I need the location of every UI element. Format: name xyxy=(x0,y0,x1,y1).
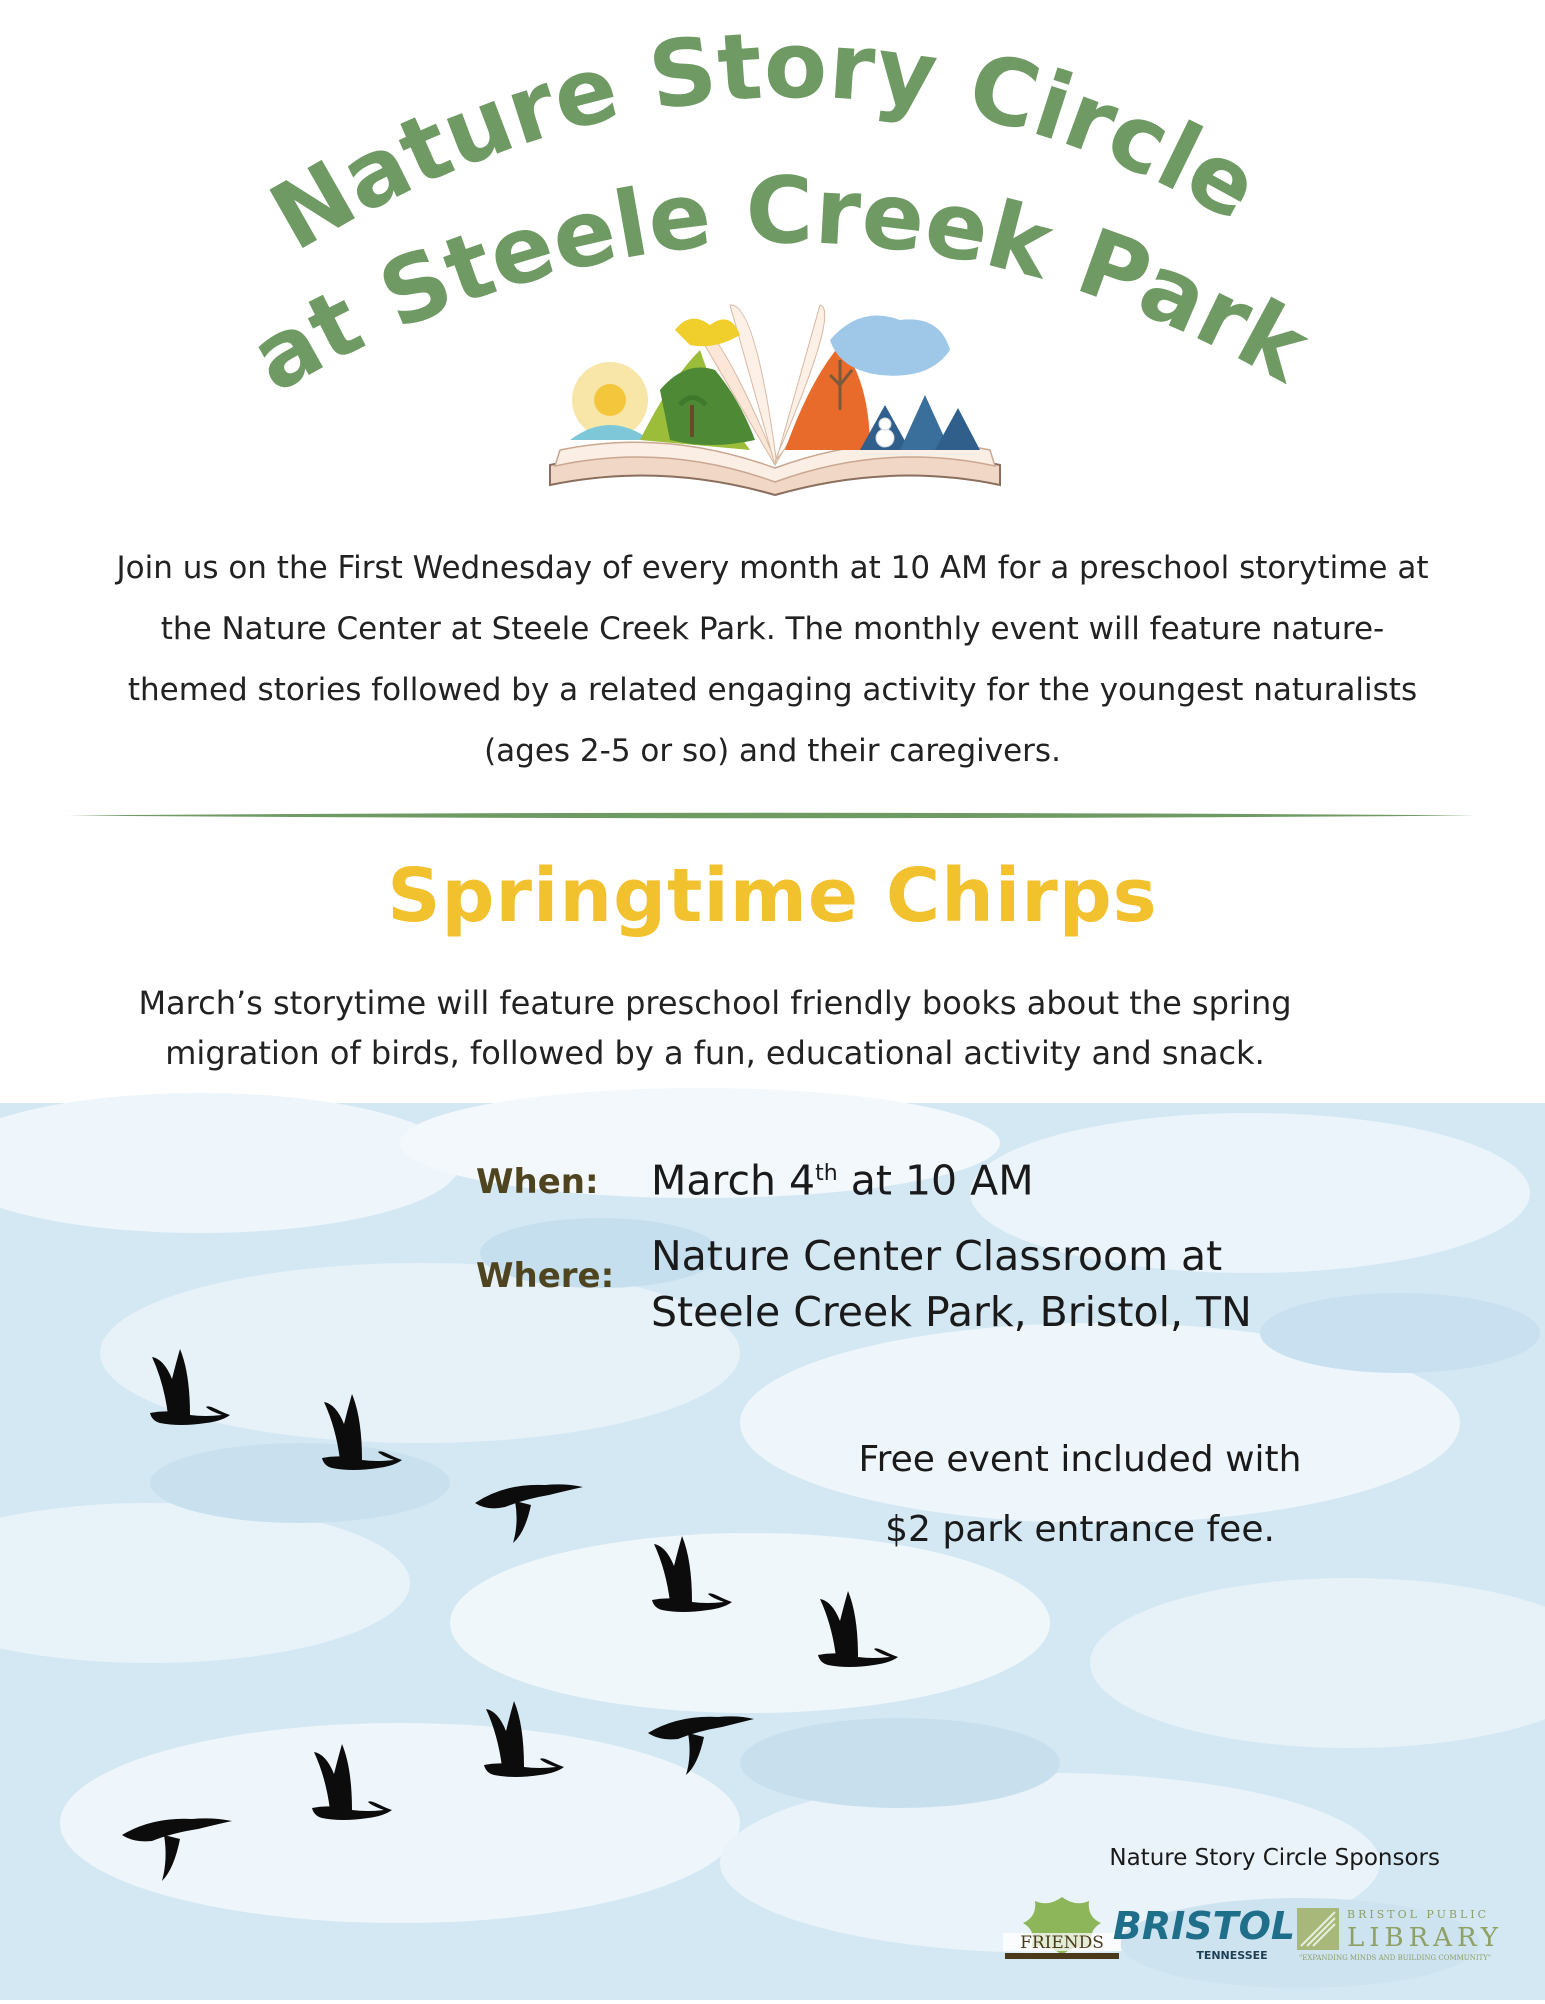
bird-5 xyxy=(818,1591,898,1667)
when-date-suffix: th xyxy=(815,1161,838,1186)
bird-3 xyxy=(475,1484,583,1543)
event-description-line-1: March’s storytime will feature preschool friendly books about the spring xyxy=(138,984,1292,1022)
event-description-line-2: migration of birds, followed by a fun, educational activity and snack. xyxy=(165,1034,1265,1072)
bird-1 xyxy=(150,1349,230,1425)
where-line-2: Steele Creek Park, Bristol, TN xyxy=(651,1288,1252,1336)
friends-logo-text: FRIENDS xyxy=(1020,1933,1104,1953)
fee-line-2: $2 park entrance fee. xyxy=(885,1509,1275,1550)
bird-4 xyxy=(652,1536,732,1612)
when-date: March 4 xyxy=(651,1156,816,1205)
library-logo-main: LIBRARY xyxy=(1347,1923,1503,1953)
bristol-logo-text: BRISTOL xyxy=(1112,1904,1296,1948)
when-time: at 10 AM xyxy=(837,1156,1034,1205)
bird-7 xyxy=(484,1701,564,1777)
bristol-logo-subtext: TENNESSEE xyxy=(1196,1949,1268,1962)
where-label: Where: xyxy=(476,1256,615,1296)
fee-line-1: Free event included with xyxy=(858,1439,1302,1480)
title-line-2: at Steele Creek Park xyxy=(233,157,1326,414)
divider-line xyxy=(68,811,1476,820)
bird-9 xyxy=(122,1818,232,1881)
sponsors-heading: Nature Story Circle Sponsors xyxy=(1109,1845,1440,1871)
bird-6 xyxy=(648,1716,754,1775)
open-book-illustration xyxy=(540,290,1010,500)
when-label: When: xyxy=(476,1162,599,1202)
event-description xyxy=(100,978,1330,1078)
intro-paragraph: Join us on the First Wednesday of every month at 10 AM for a preschool storytime at the Nature Center at Steele Creek Park. The monthly event will feature nature-themed stories followed by a related engaging activity for the youngest naturalists (ages 2-5 or so) and their caregivers. xyxy=(116,550,1429,769)
where-line-1: Nature Center Classroom at xyxy=(651,1232,1223,1280)
friends-logo xyxy=(1003,1893,1121,1963)
bristol-logo xyxy=(1112,1893,1296,1967)
library-logo-top: BRISTOL PUBLIC xyxy=(1347,1908,1490,1921)
library-logo-tagline: "EXPANDING MINDS AND BUILDING COMMUNITY" xyxy=(1299,1954,1492,1962)
library-logo xyxy=(1295,1902,1525,1964)
bird-2 xyxy=(322,1394,402,1470)
bird-8 xyxy=(312,1744,392,1820)
event-title: Springtime Chirps xyxy=(387,853,1158,939)
title-line-1: Nature Story Circle xyxy=(253,12,1276,272)
